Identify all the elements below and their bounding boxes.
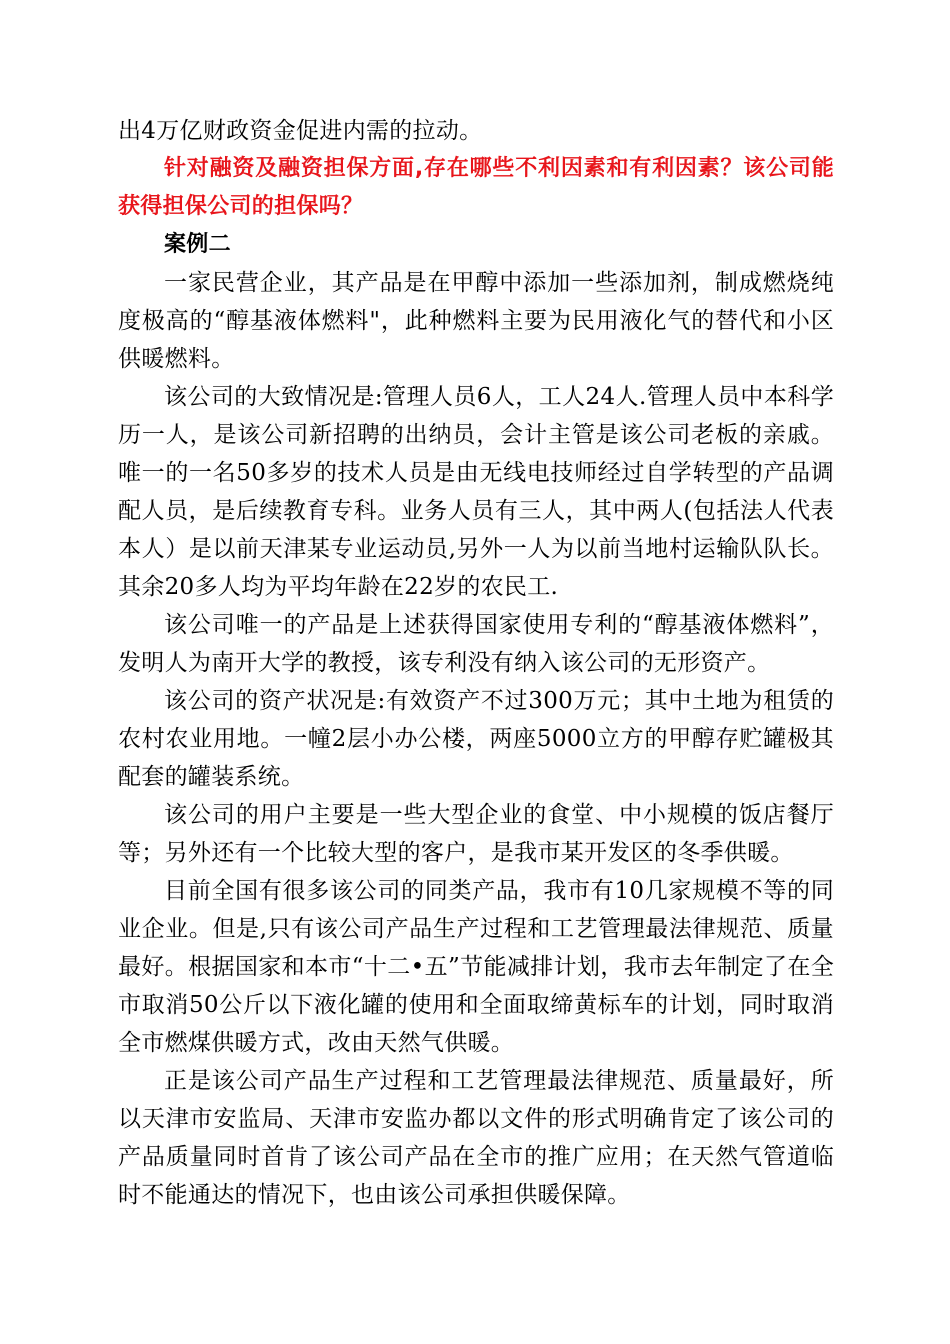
paragraph-market: 目前全国有很多该公司的同类产品，我市有10几家规模不等的同业企业。但是,只有该公司产品生产过程和工艺管理最法律规范、质量最好。根据国家和本市“十二•五”节能减排计划，我市去年制定了在全市取消50公斤以下液化罐的使用和全面取缔黄标车的计划，同时取消全市燃煤供暖方式，改由天然气供暖。 [118, 878, 834, 1056]
paragraph-product: 该公司唯一的产品是上述获得国家使用专利的“醇基液体燃料”，发明人为南开大学的教授，该专利没有纳入该公司的无形资产。 [118, 612, 834, 676]
paragraph-customers: 该公司的用户主要是一些大型企业的食堂、中小规模的饭店餐厅等；另外还有一个比较大型的客户，是我市某开发区的冬季供暖。 [118, 802, 834, 866]
case-title: 案例二 [164, 232, 231, 257]
document-body [118, 112, 834, 1214]
paragraph-staff: 该公司的大致情况是:管理人员6人，工人24人.管理人员中本科学历一人，是该公司新招聘的出纳员，会计主管是该公司老板的亲戚。唯一的一名50多岁的技术人员是由无线电技师经过自学转型的产品调配人员，是后续教育专科。业务人员有三人，其中两人(包括法人代表本人）是以前天津某专业运动员,另外一人为以前当地村运输队队长。其余20多人均为平均年龄在22岁的农民工. [118, 384, 834, 600]
question-heading: 针对融资及融资担保方面,存在哪些不利因素和有利因素？该公司能获得担保公司的担保吗？ [118, 156, 834, 219]
paragraph-intro: 一家民营企业，其产品是在甲醇中添加一些添加剂，制成燃烧纯度极高的“醇基液体燃料"，此种燃料主要为民用液化气的替代和小区供暖燃料。 [118, 270, 834, 372]
paragraph-continuation: 出4万亿财政资金促进内需的拉动。 [118, 118, 483, 144]
paragraph-approval: 正是该公司产品生产过程和工艺管理最法律规范、质量最好，所以天津市安监局、天津市安监办都以文件的形式明确肯定了该公司的产品质量同时首肯了该公司产品在全市的推广应用；在天然气管道临时不能通达的情况下，也由该公司承担供暖保障。 [118, 1068, 834, 1208]
paragraph-assets: 该公司的资产状况是:有效资产不过300万元；其中土地为租赁的农村农业用地。一幢2层小办公楼，两座5000立方的甲醇存贮罐极其配套的罐装系统。 [118, 688, 834, 790]
